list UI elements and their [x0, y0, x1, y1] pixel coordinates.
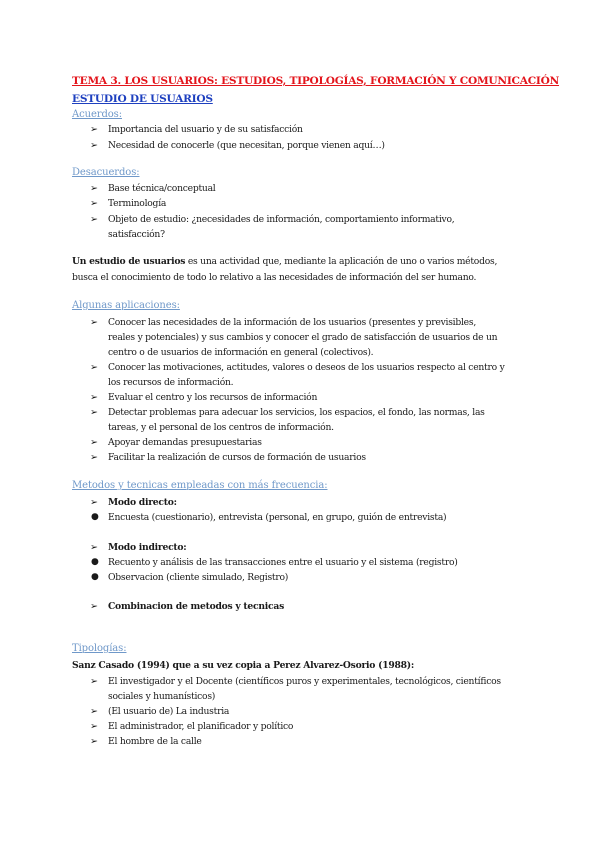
- desacuerdos-heading: Desacuerdos:: [72, 167, 140, 178]
- document-title: TEMA 3. LOS USUARIOS: ESTUDIOS, TIPOLOGÍAS, FORMACIÓN Y COMUNICACIÓN: [72, 75, 560, 87]
- combinacion-label: Combinacion de metodos y tecnicas: [108, 601, 284, 612]
- tipologias-heading: Tipologías:: [72, 643, 127, 654]
- definition-text: es una actividad que, mediante la aplicación de uno o varios métodos,: [185, 256, 498, 267]
- definition-line-2: busca el conocimiento de todo lo relativo a las necesidades de información del ser humano.: [72, 272, 477, 283]
- list-item: Terminología: [108, 198, 167, 209]
- list-item-continuation: sociales y humanísticos): [108, 691, 216, 702]
- list-item: Detectar problemas para adecuar los servicios, los espacios, el fondo, las normas, las: [108, 407, 485, 418]
- metodos-heading: Metodos y tecnicas empleadas con más frecuencia:: [72, 480, 328, 491]
- list-item: El hombre de la calle: [108, 736, 202, 747]
- arrow-bullet-icon: ➢: [90, 437, 98, 448]
- arrow-bullet-icon: ➢: [90, 407, 98, 418]
- list-item-continuation: reales y potenciales) y sus cambios y conocer el grado de satisfacción de usuarios de un: [108, 332, 498, 343]
- list-item: Necesidad de conocerle (que necesitan, porque vienen aquí…): [108, 140, 385, 151]
- round-bullet-icon: ●: [91, 557, 99, 567]
- arrow-bullet-icon: ➢: [90, 214, 98, 225]
- arrow-bullet-icon: ➢: [90, 497, 98, 508]
- list-item: Importancia del usuario y de su satisfacción: [108, 124, 303, 135]
- list-item: El investigador y el Docente (científicos puros y experimentales, tecnológicos, científicos: [108, 676, 501, 687]
- list-item: Evaluar el centro y los recursos de información: [108, 392, 318, 403]
- list-item: Observacion (cliente simulado, Registro): [108, 572, 289, 583]
- arrow-bullet-icon: ➢: [90, 706, 98, 717]
- list-item: Facilitar la realización de cursos de formación de usuarios: [108, 452, 366, 463]
- round-bullet-icon: ●: [91, 512, 99, 522]
- tipologias-source: Sanz Casado (1994) que a su vez copia a Perez Alvarez-Osorio (1988):: [72, 660, 415, 671]
- arrow-bullet-icon: ➢: [90, 721, 98, 732]
- arrow-bullet-icon: ➢: [90, 452, 98, 463]
- arrow-bullet-icon: ➢: [90, 392, 98, 403]
- list-item: (El usuario de) La industria: [108, 706, 230, 717]
- arrow-bullet-icon: ➢: [90, 183, 98, 194]
- list-item: Apoyar demandas presupuestarias: [108, 437, 262, 448]
- list-item: Conocer las necesidades de la información de los usuarios (presentes y previsibles,: [108, 317, 476, 328]
- list-item-continuation: tareas, y el personal de los centros de información.: [108, 422, 334, 433]
- definition-term: Un estudio de usuarios: [72, 256, 186, 267]
- list-item: Base técnica/conceptual: [108, 183, 216, 194]
- arrow-bullet-icon: ➢: [90, 542, 98, 553]
- round-bullet-icon: ●: [91, 572, 99, 582]
- arrow-bullet-icon: ➢: [90, 736, 98, 747]
- modo-directo-label: Modo directo:: [108, 497, 177, 508]
- list-item-continuation: centro o de usuarios de información en general (colectivos).: [108, 347, 374, 358]
- acuerdos-heading: Acuerdos:: [72, 109, 122, 120]
- list-item-continuation: satisfacción?: [108, 229, 165, 240]
- arrow-bullet-icon: ➢: [90, 317, 98, 328]
- list-item: Recuento y análisis de las transacciones entre el usuario y el sistema (registro): [108, 557, 458, 568]
- arrow-bullet-icon: ➢: [90, 601, 98, 612]
- definition-line-1: [72, 256, 497, 267]
- arrow-bullet-icon: ➢: [90, 198, 98, 209]
- arrow-bullet-icon: ➢: [90, 140, 98, 151]
- list-item-continuation: los recursos de información.: [108, 377, 234, 388]
- arrow-bullet-icon: ➢: [90, 676, 98, 687]
- list-item: El administrador, el planificador y político: [108, 721, 294, 732]
- list-item: Conocer las motivaciones, actitudes, valores o deseos de los usuarios respecto al centro y: [108, 362, 505, 373]
- section-title: ESTUDIO DE USUARIOS: [72, 93, 213, 105]
- list-item: Encuesta (cuestionario), entrevista (personal, en grupo, guión de entrevista): [108, 512, 447, 523]
- arrow-bullet-icon: ➢: [90, 362, 98, 373]
- arrow-bullet-icon: ➢: [90, 124, 98, 135]
- aplicaciones-heading: Algunas aplicaciones:: [72, 300, 180, 311]
- list-item: Objeto de estudio: ¿necesidades de información, comportamiento informativo,: [108, 214, 455, 225]
- modo-indirecto-label: Modo indirecto:: [108, 542, 187, 553]
